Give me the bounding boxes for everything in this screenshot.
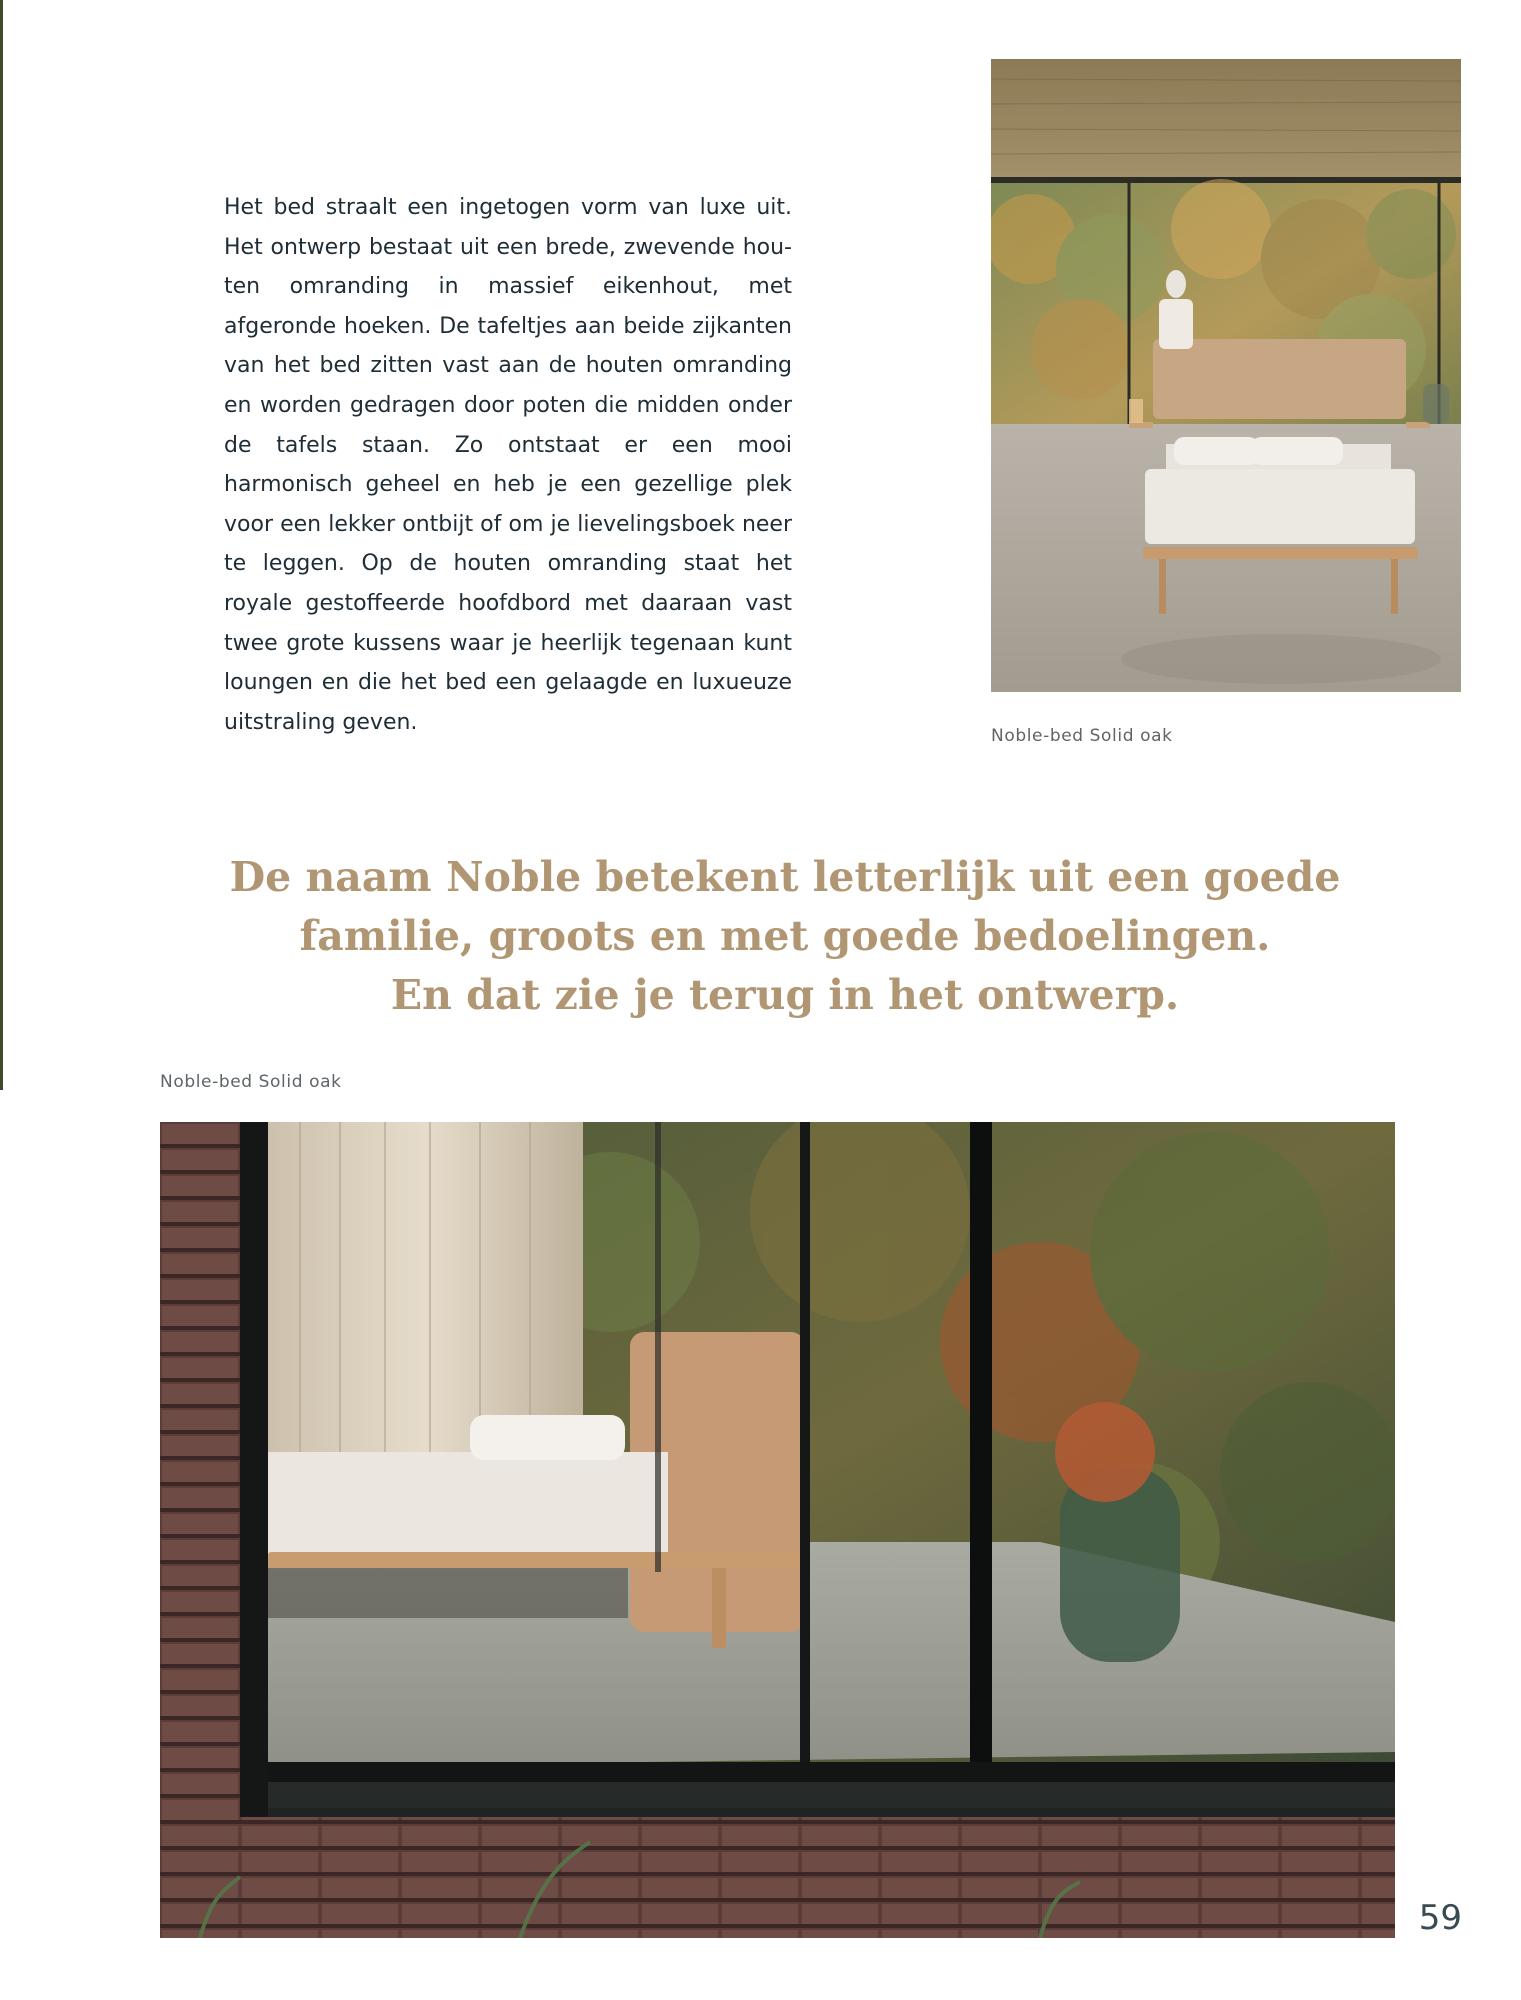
- body-paragraph: Het bed straalt een ingetogen vorm van luxe uit. Het ontwerp bestaat uit een brede, zwevende houten omranding in massief eikenhout, met afgeronde hoeken. De tafeltjes aan beide zijkanten van het bed zitten vast aan de houten omranding en worden gedragen door poten die midden onder de tafels staan. Zo ontstaat er een mooi harmonisch geheel en heb je een gezellige plek voor een lekker ontbijt of om je lievelingsboek neer te leggen. Op de houten omranding staat het royale gestoffeerde hoofdbord met daaraan vast twee grote kussens waar je heerlijk tegenaan kunt loungen en die het bed een gelaagde en luxueuze uitstraling geven.: [224, 195, 792, 735]
- noble-bed-photo-bottom: [160, 1122, 1395, 1938]
- pull-quote: [180, 848, 1390, 1025]
- noble-bed-photo-top: [991, 59, 1461, 692]
- pull-quote-line: En dat zie je terug in het ontwerp.: [390, 971, 1180, 1019]
- pull-quote-line: familie, groots en met goede bedoelingen.: [299, 912, 1271, 960]
- page-edge-stripe: [0, 0, 3, 1090]
- photo-caption-top: Noble-bed Solid oak: [991, 726, 1173, 746]
- pull-quote-line: De naam Noble betekent letterlijk uit een goede: [229, 853, 1341, 901]
- page-number: 59: [1418, 1898, 1462, 1938]
- photo-caption-bottom: Noble-bed Solid oak: [160, 1072, 342, 1092]
